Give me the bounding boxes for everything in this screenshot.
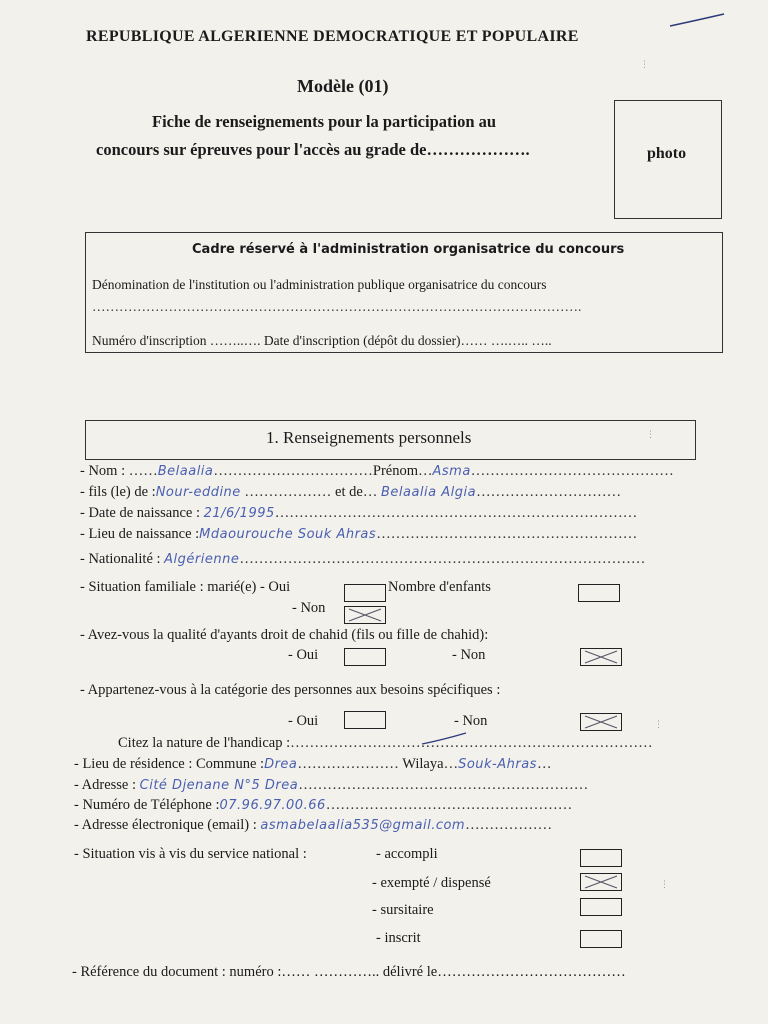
service-label: - Situation vis à vis du service national : bbox=[74, 846, 307, 862]
model-number: Modèle (01) bbox=[297, 76, 389, 96]
nom-value: Belaalia bbox=[157, 464, 214, 479]
scan-mark: ⋮ bbox=[654, 720, 663, 730]
nom-label: - Nom : bbox=[80, 463, 129, 479]
email-row: - Adresse électronique (email) : asmabelaalia535@gmail.com……………… bbox=[74, 817, 553, 833]
marie-oui-checkbox[interactable] bbox=[344, 584, 386, 602]
scan-mark: ⋮ bbox=[646, 430, 655, 440]
enfants-count-box[interactable] bbox=[578, 584, 620, 602]
naissance-value: 21/6/1995 bbox=[203, 506, 275, 521]
nationalite-value: Algérienne bbox=[164, 552, 240, 567]
telephone-label: - Numéro de Téléphone : bbox=[74, 797, 220, 813]
photo-box bbox=[614, 100, 722, 219]
section-personal-box bbox=[85, 420, 696, 460]
admin-dots-line: ………………………………………………………………………………………………. bbox=[92, 299, 582, 314]
photo-label: photo bbox=[647, 145, 687, 162]
enfants-label: Nombre d'enfants bbox=[388, 579, 491, 595]
inscrit-checkbox[interactable] bbox=[580, 930, 622, 948]
sursitaire-checkbox[interactable] bbox=[580, 898, 622, 916]
scan-mark: ⋮ bbox=[660, 880, 669, 890]
chahid-non-label: - Non bbox=[452, 647, 486, 663]
form-title-line1: Fiche de renseignements pour la participation au bbox=[152, 112, 497, 131]
chahid-question: - Avez-vous la qualité d'ayants droit de chahid (fils ou fille de chahid): bbox=[80, 627, 489, 643]
chahid-non-checkbox[interactable] bbox=[580, 648, 622, 666]
form-title-line2: concours sur épreuves pour l'accès au grade de………………. bbox=[96, 140, 530, 159]
handicap-row: Citez la nature de l'handicap :………………………………………………………………… bbox=[118, 735, 653, 751]
adresse-label: - Adresse : bbox=[74, 777, 137, 793]
admin-reserved-box bbox=[85, 232, 723, 353]
service-exempte-label: - exempté / dispensé bbox=[372, 875, 491, 891]
service-sursitaire-label: - sursitaire bbox=[372, 902, 434, 918]
lieu-value: Mdaourouche Souk Ahras bbox=[199, 527, 377, 542]
admin-box-title: Cadre réservé à l'administration organisatrice du concours bbox=[192, 242, 625, 257]
fils-value: Nour-eddine bbox=[155, 485, 241, 500]
residence-value: Drea bbox=[264, 757, 298, 772]
besoins-oui-checkbox[interactable] bbox=[344, 711, 386, 729]
et-de-label: et de bbox=[335, 484, 363, 500]
adresse-value: Cité Djenane N°5 Drea bbox=[139, 778, 299, 793]
scan-mark: ⋮ bbox=[640, 60, 649, 70]
lieu-label: - Lieu de naissance : bbox=[80, 526, 200, 542]
admin-inscription: Numéro d'inscription ……..…. Date d'inscription (dépôt du dossier)…… ….….. ….. bbox=[92, 333, 552, 348]
marie-non-label: - Non bbox=[292, 600, 326, 616]
nationalite-row: - Nationalité : Algérienne………………………………………………………………………… bbox=[80, 551, 646, 567]
besoins-non-label: - Non bbox=[454, 713, 488, 729]
residence-row: - Lieu de résidence : Commune :Drea………………… Wilaya…Souk-Ahras… bbox=[74, 756, 552, 772]
reference-row: - Référence du document : numéro :…… ………….. délivré le………………………………… bbox=[72, 964, 626, 980]
prenom-value: Asma bbox=[432, 464, 471, 479]
nationalite-label: - Nationalité : bbox=[80, 551, 161, 567]
service-accompli-label: - accompli bbox=[376, 846, 438, 862]
naissance-row: - Date de naissance : 21/6/1995………………………………………………………………… bbox=[80, 505, 638, 521]
wilaya-label: Wilaya bbox=[402, 756, 444, 772]
service-inscrit-label: - inscrit bbox=[376, 930, 421, 946]
email-label: - Adresse électronique (email) : bbox=[74, 817, 257, 833]
nom-row: - Nom : ……Belaalia……………………………Prénom…Asma…………………………………… bbox=[80, 463, 674, 479]
besoins-oui-label: - Oui bbox=[288, 713, 319, 729]
chahid-oui-checkbox[interactable] bbox=[344, 648, 386, 666]
residence-label: - Lieu de résidence : Commune : bbox=[74, 756, 265, 772]
situation-label: - Situation familiale : marié(e) - Oui bbox=[80, 579, 291, 595]
fils-row: - fils (le) de :Nour-eddine ……………… et de… Belaalia Algia………………………… bbox=[80, 484, 622, 500]
wilaya-value: Souk-Ahras bbox=[458, 757, 537, 772]
besoins-non-checkbox[interactable] bbox=[580, 713, 622, 731]
section-personal-title: 1. Renseignements personnels bbox=[266, 428, 472, 447]
naissance-label: - Date de naissance : bbox=[80, 505, 200, 521]
email-value: asmabelaalia535@gmail.com bbox=[260, 818, 466, 833]
handicap-label: Citez la nature de l'handicap : bbox=[118, 735, 291, 751]
prenom-label: Prénom bbox=[372, 463, 418, 479]
admin-denomination: Dénomination de l'institution ou l'administration publique organisatrice du concours bbox=[92, 277, 547, 292]
accompli-checkbox[interactable] bbox=[580, 849, 622, 867]
exempte-checkbox[interactable] bbox=[580, 873, 622, 891]
fils-label: - fils (le) de : bbox=[80, 484, 156, 500]
lieu-naissance-row: - Lieu de naissance :Mdaourouche Souk Ahras……………………………………………… bbox=[80, 526, 638, 542]
pen-stroke-mark bbox=[668, 10, 728, 32]
besoins-question: - Appartenez-vous à la catégorie des personnes aux besoins spécifiques : bbox=[80, 682, 501, 698]
pen-stroke-mark-2 bbox=[420, 730, 470, 748]
adresse-row: - Adresse : Cité Djenane N°5 Drea…………………………………………………… bbox=[74, 777, 589, 793]
marie-non-checkbox[interactable] bbox=[344, 606, 386, 624]
et-de-value: Belaalia Algia bbox=[380, 485, 477, 500]
telephone-row: - Numéro de Téléphone :07.96.97.00.66…………………………………………… bbox=[74, 797, 573, 813]
chahid-oui-label: - Oui bbox=[288, 647, 319, 663]
republic-title: REPUBLIQUE ALGERIENNE DEMOCRATIQUE ET POPULAIRE bbox=[86, 28, 579, 45]
telephone-value: 07.96.97.00.66 bbox=[219, 798, 326, 813]
